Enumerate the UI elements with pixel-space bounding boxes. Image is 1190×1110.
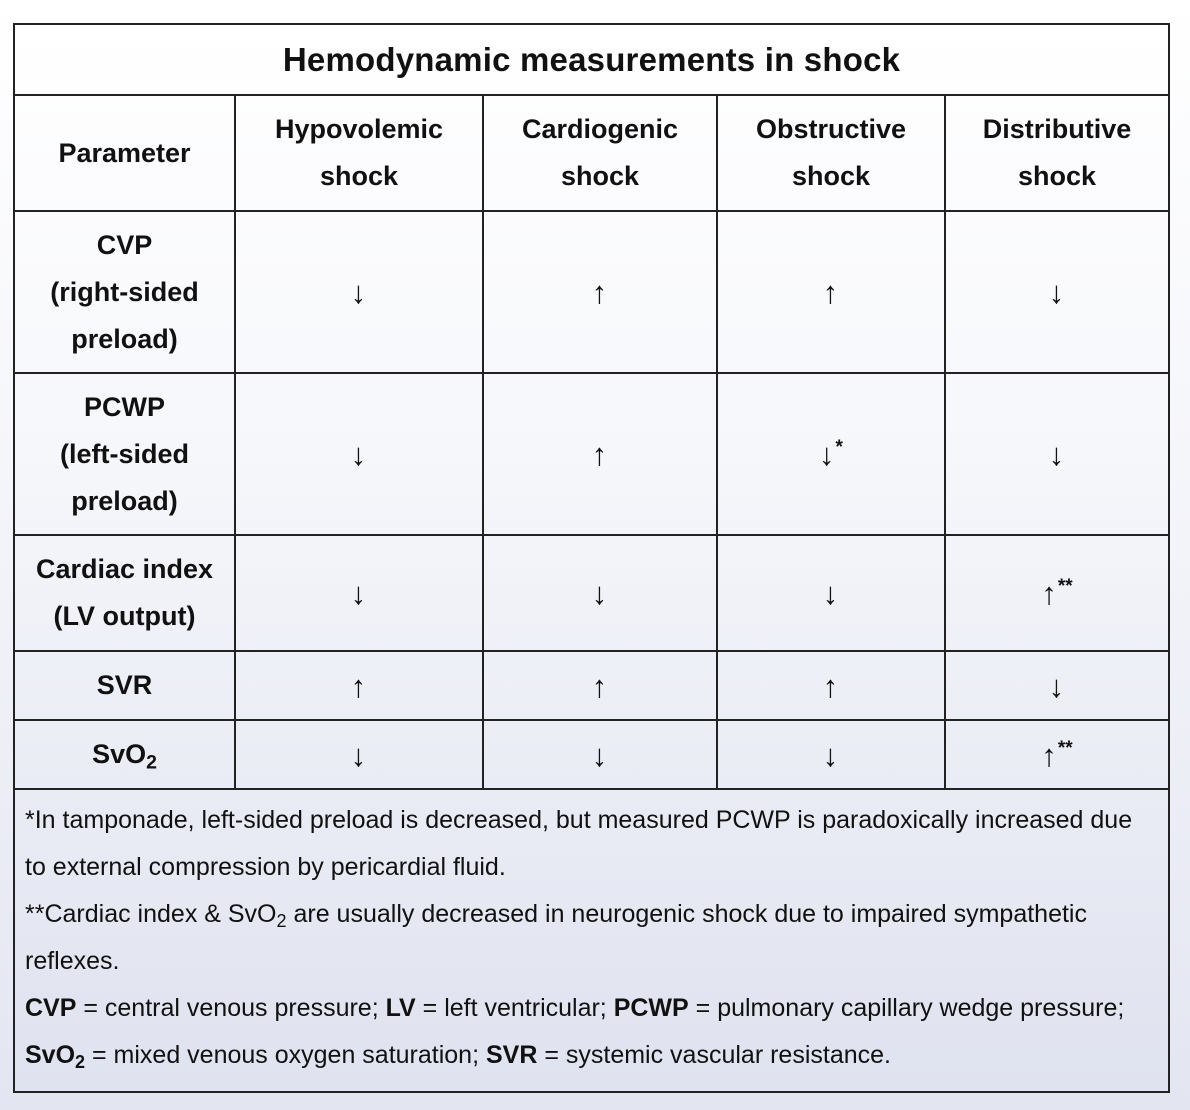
value-cell: ↑**: [945, 535, 1168, 651]
shock-table-frame: [13, 23, 1170, 1093]
param-pcwp: PCWP (left-sided preload): [15, 373, 235, 535]
arrow-icon: ↑: [591, 437, 608, 472]
arrow-icon: ↓: [591, 576, 608, 611]
table-row: [15, 373, 1168, 535]
value-cell: [235, 651, 483, 720]
table-row: [15, 720, 1168, 789]
value-cell: [945, 211, 1168, 373]
value-cell: [235, 720, 483, 789]
value-cell: [235, 373, 483, 535]
param-svr: SVR: [15, 651, 235, 720]
value-cell: [235, 211, 483, 373]
table-row: [15, 651, 1168, 720]
hemodynamics-table: [15, 25, 1168, 790]
arrow-icon: ↑: [1041, 737, 1057, 773]
arrow-icon: ↑: [822, 668, 839, 704]
param-cardiac-index: Cardiac index (LV output): [15, 535, 235, 651]
header-hypovolemic: Hypovolemic shock: [235, 95, 483, 211]
table-row: [15, 535, 1168, 651]
value-cell: [483, 720, 717, 789]
value-cell: ↓*: [717, 373, 945, 535]
value-cell: [717, 720, 945, 789]
arrow-icon: ↓: [822, 737, 839, 773]
arrow-icon: ↓: [591, 737, 608, 773]
value-cell: [717, 211, 945, 373]
value-cell: [483, 651, 717, 720]
header-cardiogenic: Cardiogenic shock: [483, 95, 717, 211]
arrow-icon: ↓: [350, 275, 367, 310]
footnote-tamponade: *In tamponade, left-sided preload is decreased, but measured PCWP is paradoxically increased due to external compression by pericardial fluid.: [25, 806, 1133, 881]
value-cell: [945, 651, 1168, 720]
table-row: [15, 211, 1168, 373]
table-title: Hemodynamic measurements in shock: [15, 25, 1168, 95]
footnote-neurogenic: **Cardiac index & SvO$_2$ are usually decreased in neurogenic shock due to impaired sympathetic reflexes.: [25, 900, 1087, 975]
header-obstructive: Obstructive shock: [717, 95, 945, 211]
arrow-icon: ↓: [350, 737, 367, 773]
arrow-icon: ↑: [350, 668, 367, 704]
value-cell: [483, 373, 717, 535]
table-footnotes: [15, 789, 1168, 1079]
arrow-icon: ↓: [1048, 437, 1065, 472]
value-cell: [945, 373, 1168, 535]
arrow-icon: ↓: [1048, 275, 1065, 310]
value-cell: [717, 651, 945, 720]
value-cell: ↑**: [945, 720, 1168, 789]
arrow-icon: ↓: [350, 576, 367, 611]
arrow-icon: ↑: [1041, 576, 1057, 611]
value-cell: [483, 535, 717, 651]
arrow-icon: ↓: [822, 576, 839, 611]
value-cell: [483, 211, 717, 373]
arrow-icon: ↓: [1048, 668, 1065, 704]
arrow-icon: ↓: [819, 437, 835, 472]
value-cell: [235, 535, 483, 651]
value-cell: [717, 535, 945, 651]
param-cvp: CVP (right-sided preload): [15, 211, 235, 373]
abbreviations-legend: CVP = central venous pressure; LV = left ventricular; PCWP = pulmonary capillary wedge pressure; SvO$_2$ = mixed venous oxygen saturation; SVR = systemic vascular resistance.: [25, 994, 1125, 1073]
arrow-icon: ↓: [350, 437, 367, 472]
header-parameter: Parameter: [15, 95, 235, 211]
arrow-icon: ↑: [822, 275, 839, 310]
param-svo2: SvO$_2$: [15, 720, 235, 789]
arrow-icon: ↑: [591, 668, 608, 704]
header-distributive: Distributive shock: [945, 95, 1168, 211]
arrow-icon: ↑: [591, 275, 608, 310]
